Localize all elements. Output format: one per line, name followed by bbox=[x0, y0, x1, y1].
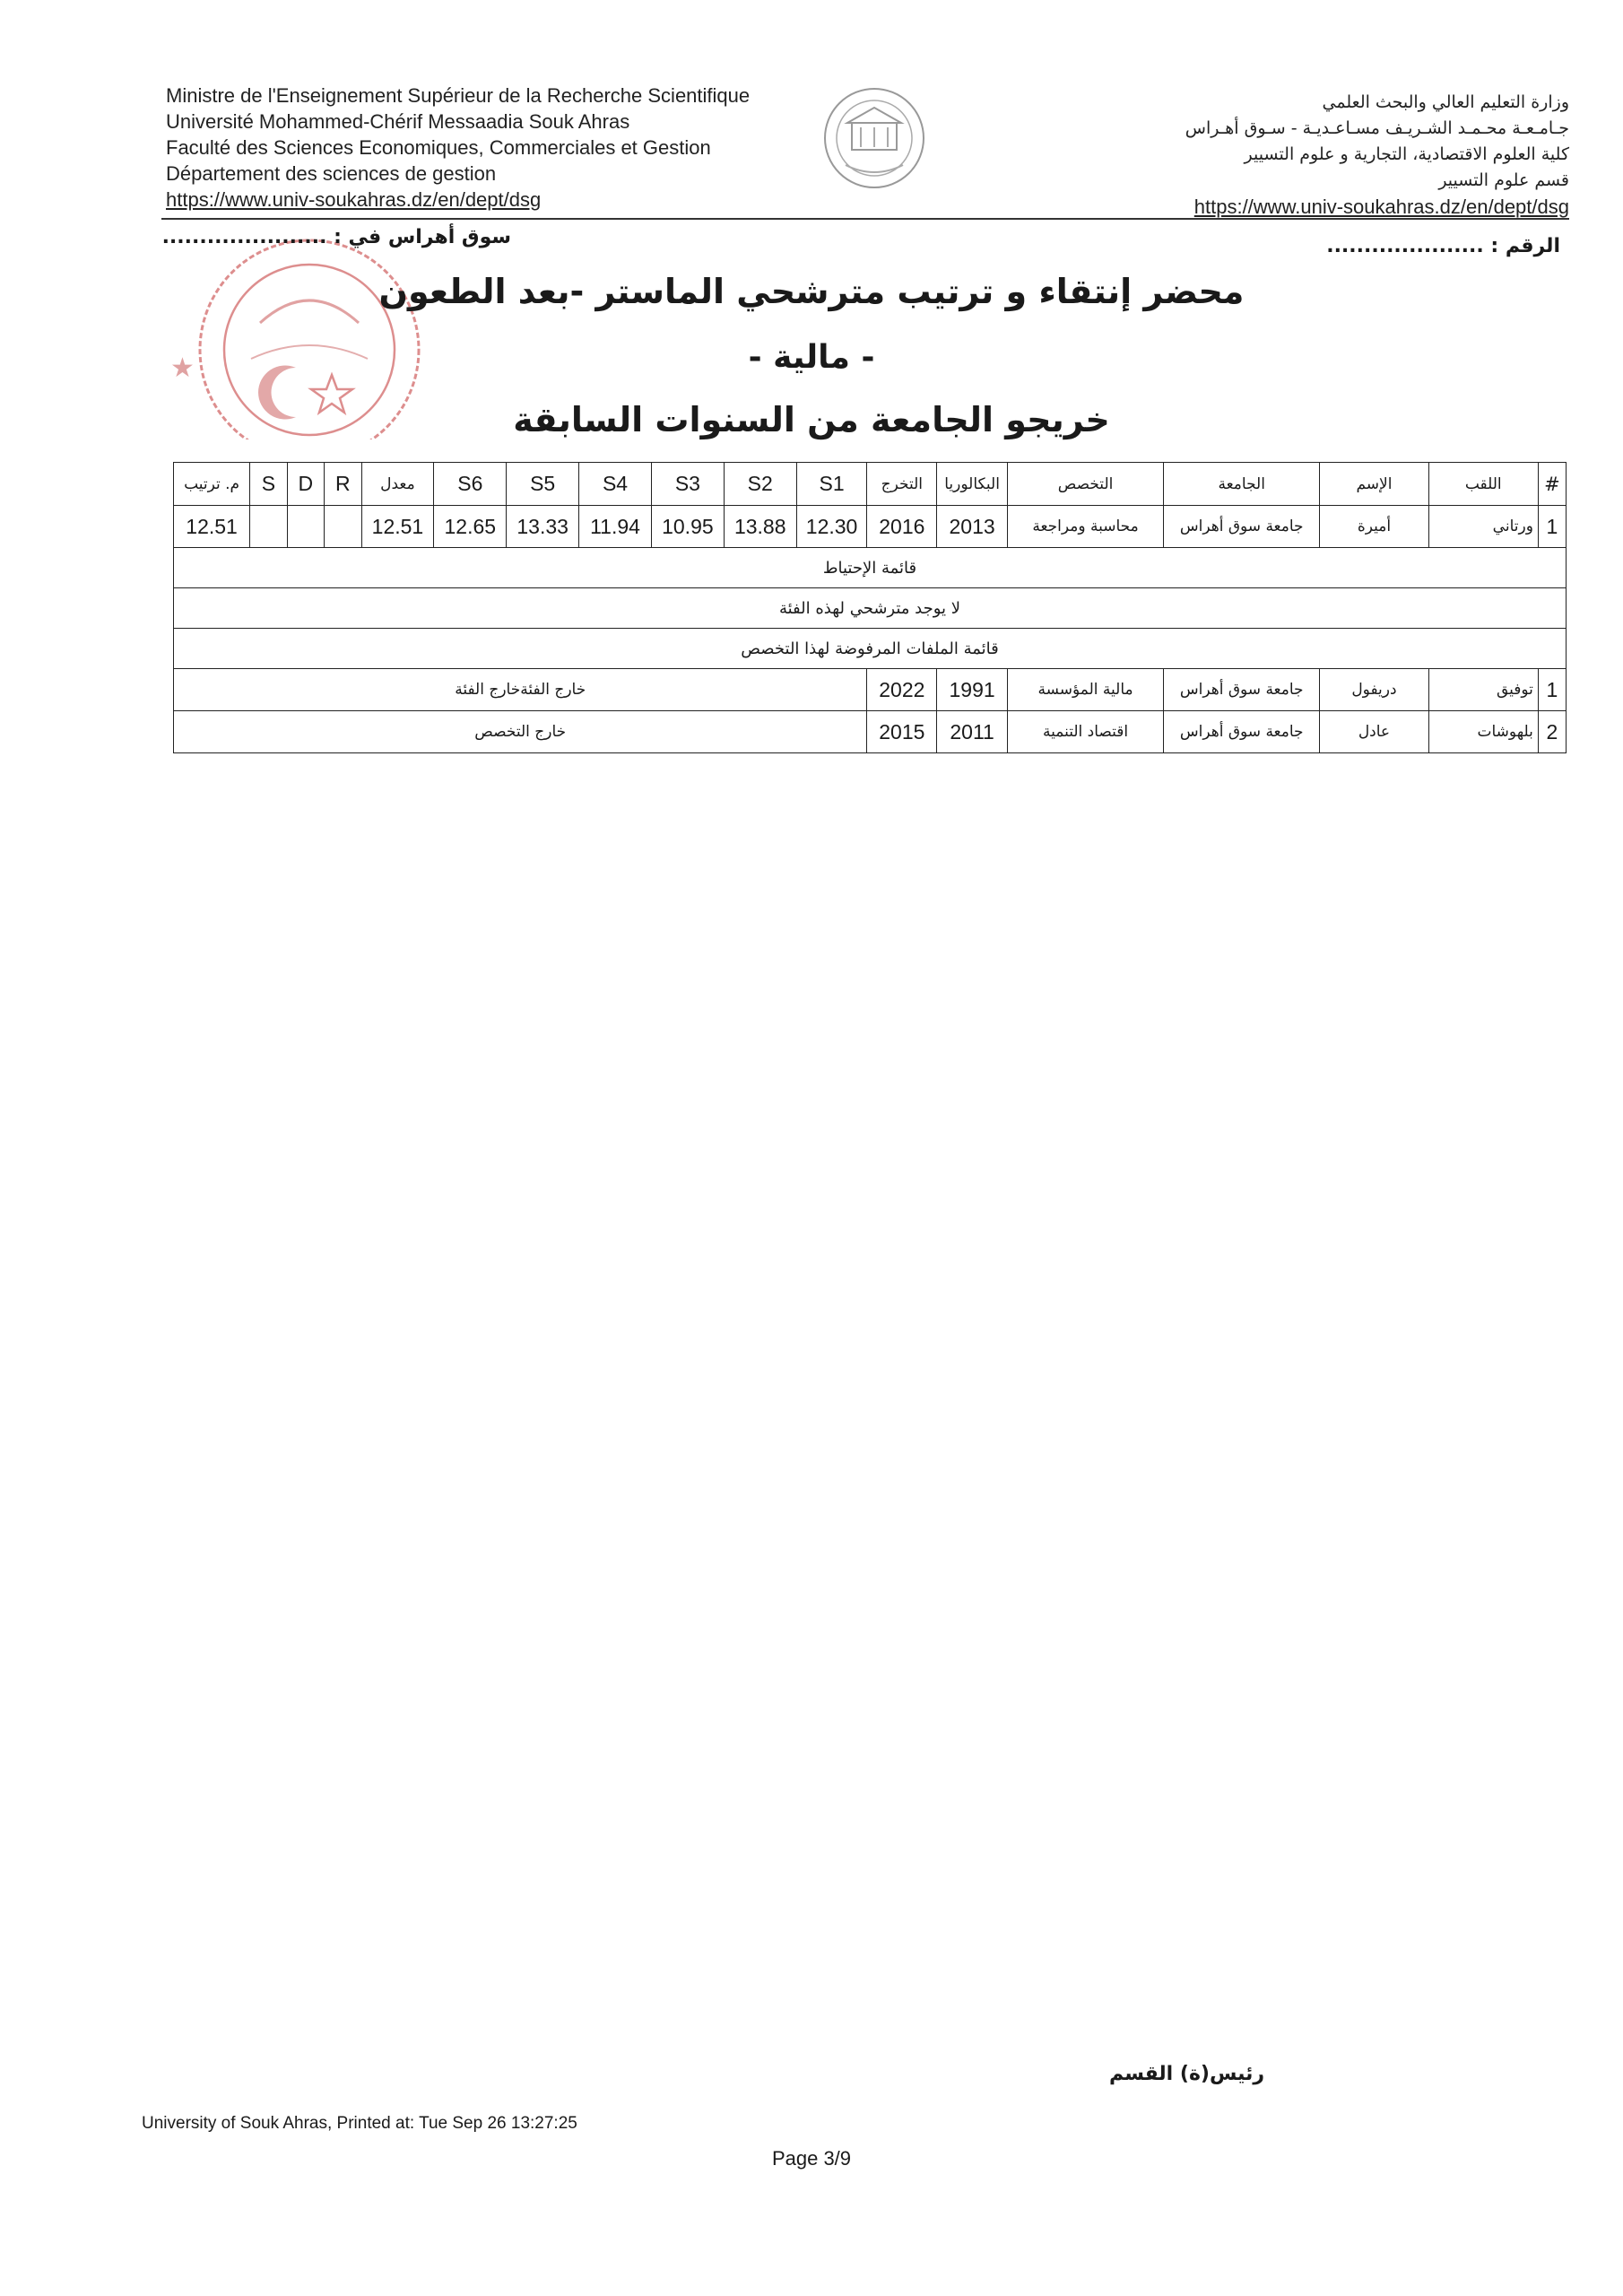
col-header: S5 bbox=[507, 463, 579, 506]
grade-s2: 13.88 bbox=[724, 506, 796, 548]
first-name: دريفول bbox=[1320, 669, 1428, 711]
col-header: D bbox=[287, 463, 324, 506]
department-fr: Département des sciences de gestion bbox=[166, 162, 497, 185]
university-fr: Université Mohammed-Chérif Messaadia Souk Ahras bbox=[166, 110, 630, 133]
grade-s3: 10.95 bbox=[651, 506, 724, 548]
university-logo-icon bbox=[820, 83, 928, 199]
col-header: الإسم bbox=[1320, 463, 1428, 506]
ministry-fr: Ministre de l'Enseignement Supérieur de la Recherche Scientifique bbox=[166, 84, 751, 107]
university: جامعة سوق أهراس bbox=[1164, 669, 1320, 711]
university: جامعة سوق أهراس bbox=[1164, 711, 1320, 753]
rejected-row bbox=[174, 711, 1567, 753]
rejected-list-title: قائمة الملفات المرفوضة لهذا التخصص bbox=[174, 629, 1567, 669]
specialty: محاسبة ومراجعة bbox=[1007, 506, 1163, 548]
col-header: اللقب bbox=[1428, 463, 1538, 506]
first-name: عادل bbox=[1320, 711, 1428, 753]
average: 12.51 bbox=[361, 506, 434, 548]
bac-year: 2013 bbox=[937, 506, 1008, 548]
bac-year: 2011 bbox=[937, 711, 1008, 753]
page-title: محضر إنتقاء و ترتيب مترشحي الماستر -بعد الطعون bbox=[378, 272, 1245, 311]
place-date: سوق أهراس في : ...................... bbox=[161, 226, 511, 248]
program-title: - مالية - bbox=[748, 339, 875, 376]
col-header: S bbox=[250, 463, 287, 506]
col-header: S1 bbox=[796, 463, 867, 506]
ranking-average: 12.51 bbox=[174, 506, 250, 548]
section-row bbox=[174, 548, 1567, 588]
header-french bbox=[166, 83, 847, 213]
col-header: الجامعة bbox=[1164, 463, 1320, 506]
col-header: م. ترتيب bbox=[174, 463, 250, 506]
graduation-year: 2022 bbox=[867, 669, 937, 711]
graduation-year: 2015 bbox=[867, 711, 937, 753]
last-name: بلهوشات bbox=[1428, 711, 1538, 753]
svg-text:★: ★ bbox=[170, 352, 195, 384]
graduation-year: 2016 bbox=[867, 506, 937, 548]
reference-number: الرقم : ..................... bbox=[1326, 235, 1560, 257]
col-header: التخصص bbox=[1007, 463, 1163, 506]
cell-s bbox=[250, 506, 287, 548]
col-header: البكالوريا bbox=[937, 463, 1008, 506]
grade-s6: 12.65 bbox=[434, 506, 507, 548]
cell-d bbox=[287, 506, 324, 548]
department-chair-signature: رئيس(ة) القسم bbox=[1108, 2063, 1264, 2085]
ministry-ar: وزارة التعليم العالي والبحث العلمي bbox=[1322, 92, 1569, 112]
row-number: 2 bbox=[1538, 711, 1566, 753]
department-ar: قسم علوم التسيير bbox=[1438, 170, 1569, 190]
row-number: 1 bbox=[1538, 506, 1566, 548]
rejected-row bbox=[174, 669, 1567, 711]
specialty: اقتصاد التنمية bbox=[1007, 711, 1163, 753]
col-header: # bbox=[1538, 463, 1566, 506]
col-header: S2 bbox=[724, 463, 796, 506]
table-header-row bbox=[174, 463, 1567, 506]
grade-s1: 12.30 bbox=[796, 506, 867, 548]
no-candidates-note: لا يوجد مترشحي لهذه الفئة bbox=[174, 588, 1567, 629]
bac-year: 1991 bbox=[937, 669, 1008, 711]
rejection-reason: خارج التخصص bbox=[174, 711, 867, 753]
university: جامعة سوق أهراس bbox=[1164, 506, 1320, 548]
col-header: التخرج bbox=[867, 463, 937, 506]
cell-r bbox=[325, 506, 361, 548]
col-header: معدل bbox=[361, 463, 434, 506]
col-header: S4 bbox=[579, 463, 652, 506]
header-divider bbox=[161, 218, 1569, 220]
first-name: أميرة bbox=[1320, 506, 1428, 548]
department-link-fr[interactable]: https://www.univ-soukahras.dz/en/dept/dsg bbox=[166, 188, 542, 211]
specialty: مالية المؤسسة bbox=[1007, 669, 1163, 711]
print-footer: University of Souk Ahras, Printed at: Tue Sep 26 13:27:25 bbox=[142, 2114, 577, 2133]
grade-s5: 13.33 bbox=[507, 506, 579, 548]
table-row bbox=[174, 506, 1567, 548]
col-header: S3 bbox=[651, 463, 724, 506]
section-row bbox=[174, 588, 1567, 629]
header-arabic bbox=[1103, 90, 1569, 220]
page-number: Page 3/9 bbox=[771, 2147, 852, 2170]
rejection-reason: خارج الفئةخارج الفئة bbox=[174, 669, 867, 711]
section-row bbox=[174, 629, 1567, 669]
faculty-ar: كلية العلوم الاقتصادية، التجارية و علوم التسيير bbox=[1244, 144, 1569, 164]
last-name: ورتاني bbox=[1428, 506, 1538, 548]
faculty-fr: Faculté des Sciences Economiques, Commerciales et Gestion bbox=[166, 136, 711, 159]
col-header: R bbox=[325, 463, 361, 506]
row-number: 1 bbox=[1538, 669, 1566, 711]
category-title: خريجو الجامعة من السنوات السابقة bbox=[513, 400, 1110, 439]
ranking-table bbox=[173, 462, 1567, 753]
grade-s4: 11.94 bbox=[579, 506, 652, 548]
reserve-list-title: قائمة الإحتياط bbox=[174, 548, 1567, 588]
department-link-ar[interactable]: https://www.univ-soukahras.dz/en/dept/dsg bbox=[1193, 196, 1569, 218]
col-header: S6 bbox=[434, 463, 507, 506]
last-name: توفيق bbox=[1428, 669, 1538, 711]
university-ar: جـامـعـة محـمـد الشـريـف مسـاعـديـة - سـوق أهـراس bbox=[1185, 118, 1569, 138]
